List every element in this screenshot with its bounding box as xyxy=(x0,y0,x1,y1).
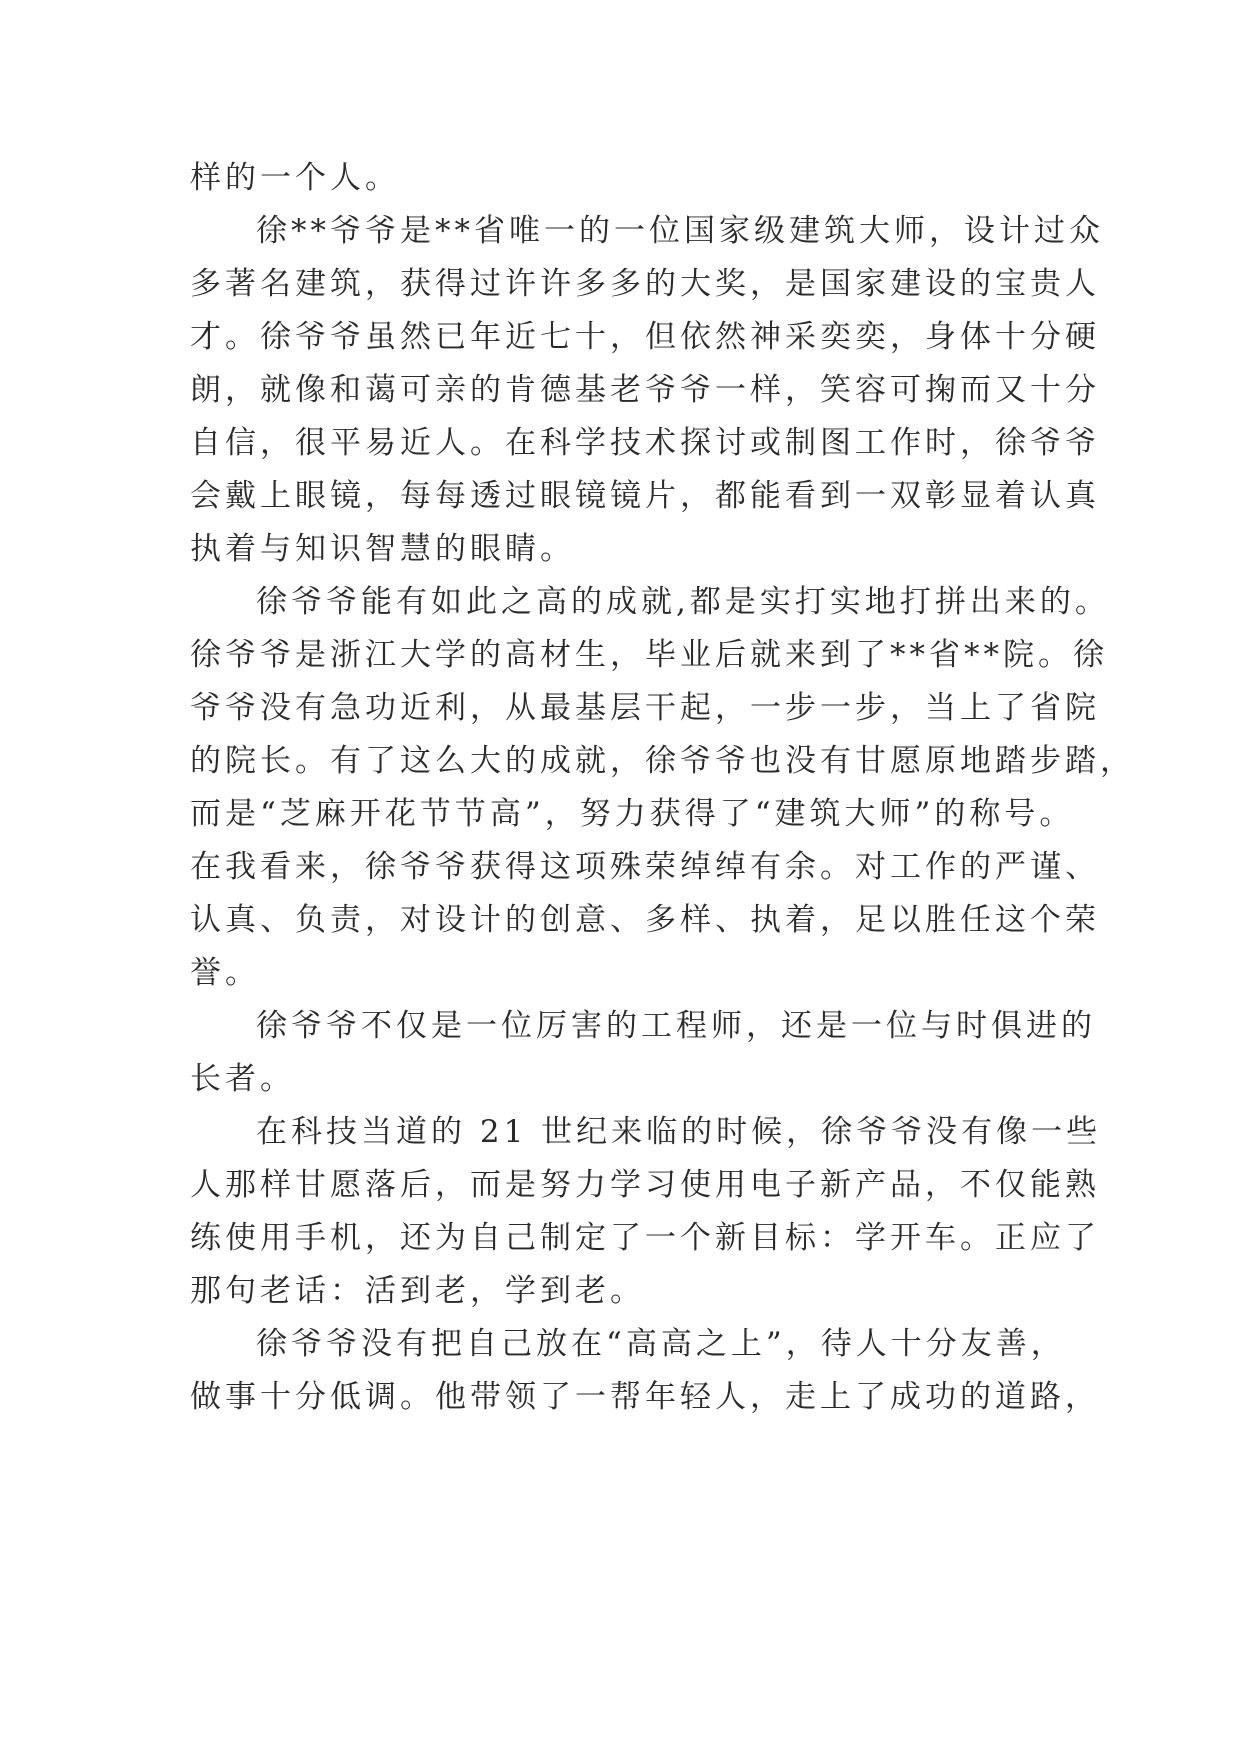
text-line: 徐爷爷没有把自己放在“高高之上”，待人十分友善， xyxy=(256,1326,1066,1362)
text-line: 徐爷爷是浙江大学的高材生，毕业后就来到了**省**院。徐 xyxy=(190,637,1108,673)
text-line: 多著名建筑，获得过许许多多的大奖，是国家建设的宝贵人 xyxy=(190,266,1100,302)
text-line: 在我看来，徐爷爷获得这项殊荣绰绰有余。对工作的严谨、 xyxy=(190,849,1100,885)
text-line: 爷爷没有急功近利，从最基层干起，一步一步，当上了省院 xyxy=(190,690,1100,726)
text-line: 认真、负责，对设计的创意、多样、执着，足以胜任这个荣 xyxy=(190,902,1100,938)
text-line: 誉。 xyxy=(190,955,260,991)
body-text xyxy=(190,152,1135,1424)
text-line: 朗，就像和蔼可亲的肯德基老爷爷一样，笑容可掬而又十分 xyxy=(190,372,1100,408)
text-line: 执着与知识智慧的眼睛。 xyxy=(190,531,575,567)
text-line: 样的一个人。 xyxy=(190,160,400,196)
text-line: 的院长。有了这么大的成就，徐爷爷也没有甘愿原地踏步踏， xyxy=(190,743,1135,779)
text-line: 徐爷爷能有如此之高的成就,都是实打实地打拼出来的。 xyxy=(256,584,1110,620)
text-line: 徐爷爷不仅是一位厉害的工程师，还是一位与时俱进的 xyxy=(256,1008,1096,1044)
text-line: 那句老话：活到老，学到老。 xyxy=(190,1273,645,1309)
text-line: 长者。 xyxy=(190,1061,295,1097)
text-line: 人那样甘愿落后，而是努力学习使用电子新产品，不仅能熟 xyxy=(190,1167,1100,1203)
text-line: 徐**爷爷是**省唯一的一位国家级建筑大师，设计过众 xyxy=(256,213,1104,249)
text-line: 才。徐爷爷虽然已年近七十，但依然神采奕奕，身体十分硬 xyxy=(190,319,1100,355)
text-line: 在科技当道的 21 世纪来临的时候，徐爷爷没有像一些 xyxy=(256,1114,1102,1150)
text-line: 会戴上眼镜，每每透过眼镜镜片，都能看到一双彰显着认真 xyxy=(190,478,1100,514)
text-line: 练使用手机，还为自己制定了一个新目标：学开车。正应了 xyxy=(190,1220,1100,1256)
text-line: 做事十分低调。他带领了一帮年轻人，走上了成功的道路， xyxy=(190,1379,1100,1415)
text-line: 自信，很平易近人。在科学技术探讨或制图工作时，徐爷爷 xyxy=(190,425,1100,461)
text-line: 而是“芝麻开花节节高”，努力获得了“建筑大师”的称号。 xyxy=(190,796,1075,832)
